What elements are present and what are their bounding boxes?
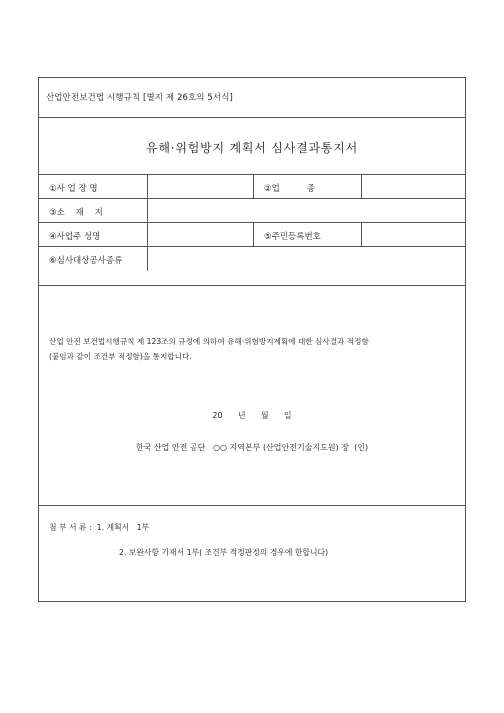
industry-label-cell bbox=[253, 175, 361, 198]
notice-body bbox=[39, 286, 465, 506]
resident-no-label-cell bbox=[253, 223, 361, 246]
attachment-line-2: 2. 보완사항 기재서 1부( 조건부 적정판정의 경우에 한합니다) bbox=[119, 548, 329, 557]
address-label: ③소 재 지 bbox=[49, 208, 103, 218]
owner-name-label: ④사업주 성명 bbox=[49, 232, 101, 242]
title-row bbox=[39, 118, 465, 175]
industry-label: ②업 종 bbox=[264, 184, 316, 194]
row-address bbox=[39, 199, 465, 223]
industry-field[interactable] bbox=[361, 175, 465, 198]
attachment-line-1: 첨 부 서 류 : 1. 계획서 1부 bbox=[49, 523, 150, 532]
notice-paragraph: 산업 안전 보건법시행규칙 제 123조의 규정에 의하여 유해·위험방지계획에 대한 심사결과 적정함 (붙임과 같이 조건부 적정함)을 통지합니다. bbox=[49, 337, 369, 361]
row-review-type bbox=[39, 247, 465, 286]
business-name-label: ①사 업 장 명 bbox=[49, 184, 98, 194]
resident-no-field[interactable] bbox=[361, 223, 465, 246]
attachments-section bbox=[39, 506, 465, 602]
address-label-cell bbox=[39, 199, 147, 222]
signature-line: 한국 산업 안전 공단 ○○ 지역본부 (산업안전기술지도원) 장 (인) bbox=[135, 443, 369, 452]
notification-form bbox=[38, 77, 466, 602]
row-business-name bbox=[39, 175, 465, 199]
date-line: 20 년 월 일 bbox=[212, 411, 292, 420]
owner-name-field[interactable] bbox=[147, 223, 253, 246]
review-type-label: ⑥심사대상공사종류 bbox=[49, 256, 123, 266]
review-type-label-cell bbox=[39, 247, 147, 271]
owner-name-label-cell bbox=[39, 223, 147, 246]
document-title: 유해·위험방지 계획서 심사결과통지서 bbox=[145, 141, 359, 155]
review-type-field[interactable] bbox=[147, 247, 465, 271]
address-field[interactable] bbox=[147, 199, 465, 222]
regulation-reference: 산업안전보건법 시행규칙 [별지 제 26호의 5서식] bbox=[46, 93, 233, 103]
row-owner bbox=[39, 223, 465, 247]
business-name-field[interactable] bbox=[147, 175, 253, 198]
resident-no-label: ⑤주민등록번호 bbox=[264, 232, 321, 242]
business-name-label-cell bbox=[39, 175, 147, 198]
form-header bbox=[39, 78, 465, 118]
